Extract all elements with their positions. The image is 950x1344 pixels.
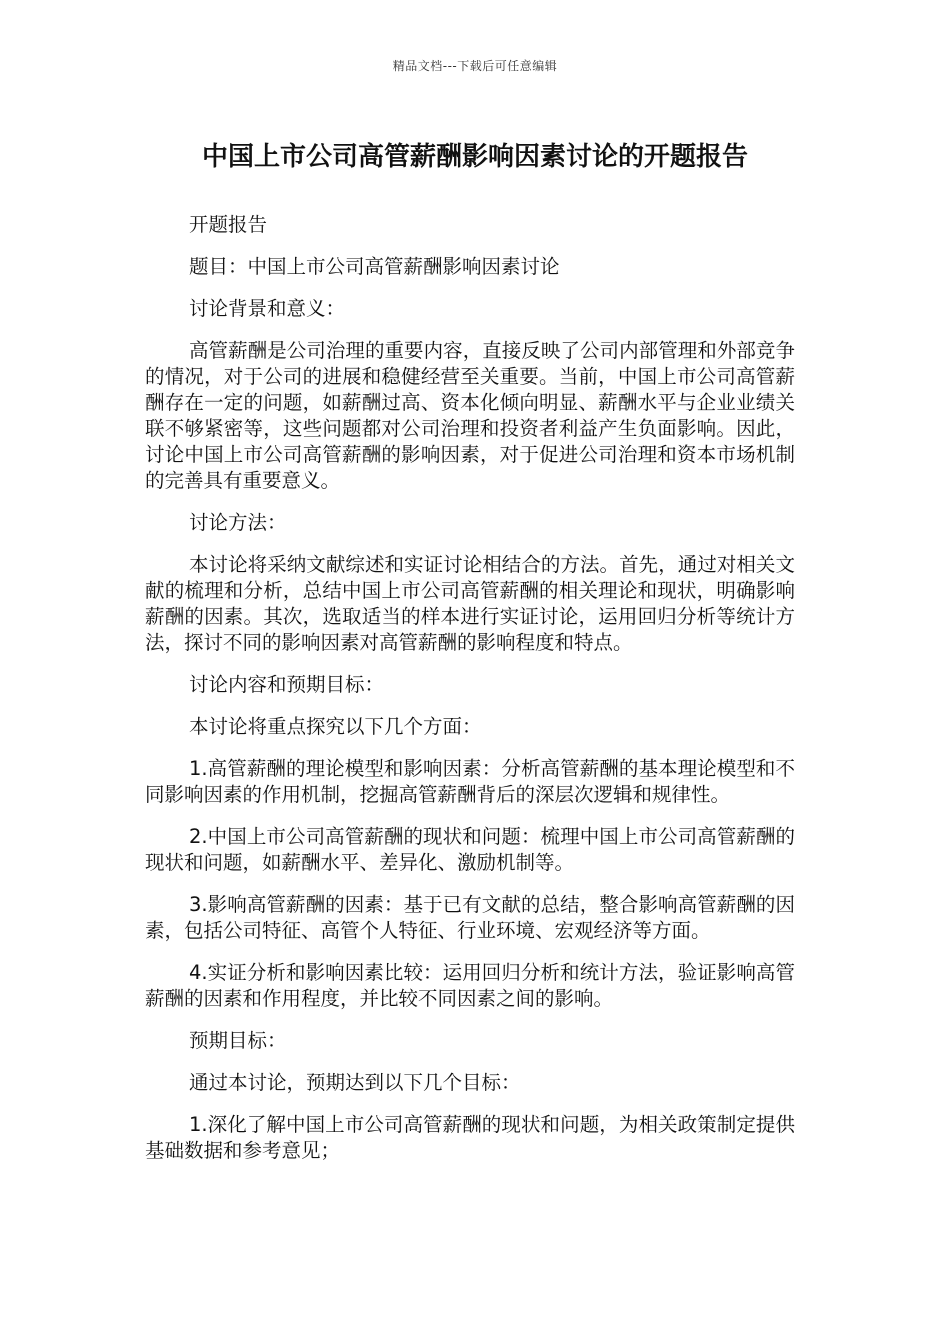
paragraph-goals-intro: 通过本讨论，预期达到以下几个目标： [189, 1071, 521, 1094]
paragraph-report-label: 开题报告 [189, 213, 268, 236]
heading-background: 讨论背景和意义： [189, 297, 346, 320]
document-title: 中国上市公司高管薪酬影响因素讨论的开题报告 [201, 142, 748, 172]
list-item-content-3: 3.影响高管薪酬的因素：基于已有文献的总结，整合影响高管薪酬的因素，包括公司特征、高管个人特征、行业环境、宏观经济等方面。 [145, 893, 795, 942]
paragraph-content-intro: 本讨论将重点探究以下几个方面： [189, 715, 482, 738]
paragraph-topic: 题目：中国上市公司高管薪酬影响因素讨论 [189, 255, 560, 278]
list-item-content-1: 1.高管薪酬的理论模型和影响因素：分析高管薪酬的基本理论模型和不同影响因素的作用机制，挖掘高管薪酬背后的深层次逻辑和规律性。 [145, 757, 795, 806]
heading-method: 讨论方法： [189, 511, 287, 534]
heading-expected-goals: 预期目标： [189, 1029, 287, 1052]
list-item-goal-1: 1.深化了解中国上市公司高管薪酬的现状和问题，为相关政策制定提供基础数据和参考意见； [145, 1113, 795, 1162]
list-item-content-4: 4.实证分析和影响因素比较：运用回归分析和统计方法，验证影响高管薪酬的因素和作用程度，并比较不同因素之间的影响。 [145, 961, 795, 1010]
header-note: 精品文档---下载后可任意编辑 [392, 59, 558, 73]
list-item-content-2: 2.中国上市公司高管薪酬的现状和问题：梳理中国上市公司高管薪酬的现状和问题，如薪酬水平、差异化、激励机制等。 [145, 825, 795, 874]
paragraph-method: 本讨论将采纳文献综述和实证讨论相结合的方法。首先，通过对相关文献的梳理和分析，总结中国上市公司高管薪酬的相关理论和现状，明确影响薪酬的因素。其次，选取适当的样本进行实证讨论，运用回归分析等统计方法，探讨不同的影响因素对高管薪酬的影响程度和特点。 [145, 553, 795, 654]
heading-content-goals: 讨论内容和预期目标： [189, 673, 385, 696]
document-body [145, 212, 795, 1180]
paragraph-background: 高管薪酬是公司治理的重要内容，直接反映了公司内部管理和外部竞争的情况，对于公司的进展和稳健经营至关重要。当前，中国上市公司高管薪酬存在一定的问题，如薪酬过高、资本化倾向明显、薪酬水平与企业业绩关联不够紧密等，这些问题都对公司治理和投资者利益产生负面影响。因此，讨论中国上市公司高管薪酬的影响因素，对于促进公司治理和资本市场机制的完善具有重要意义。 [145, 339, 795, 492]
